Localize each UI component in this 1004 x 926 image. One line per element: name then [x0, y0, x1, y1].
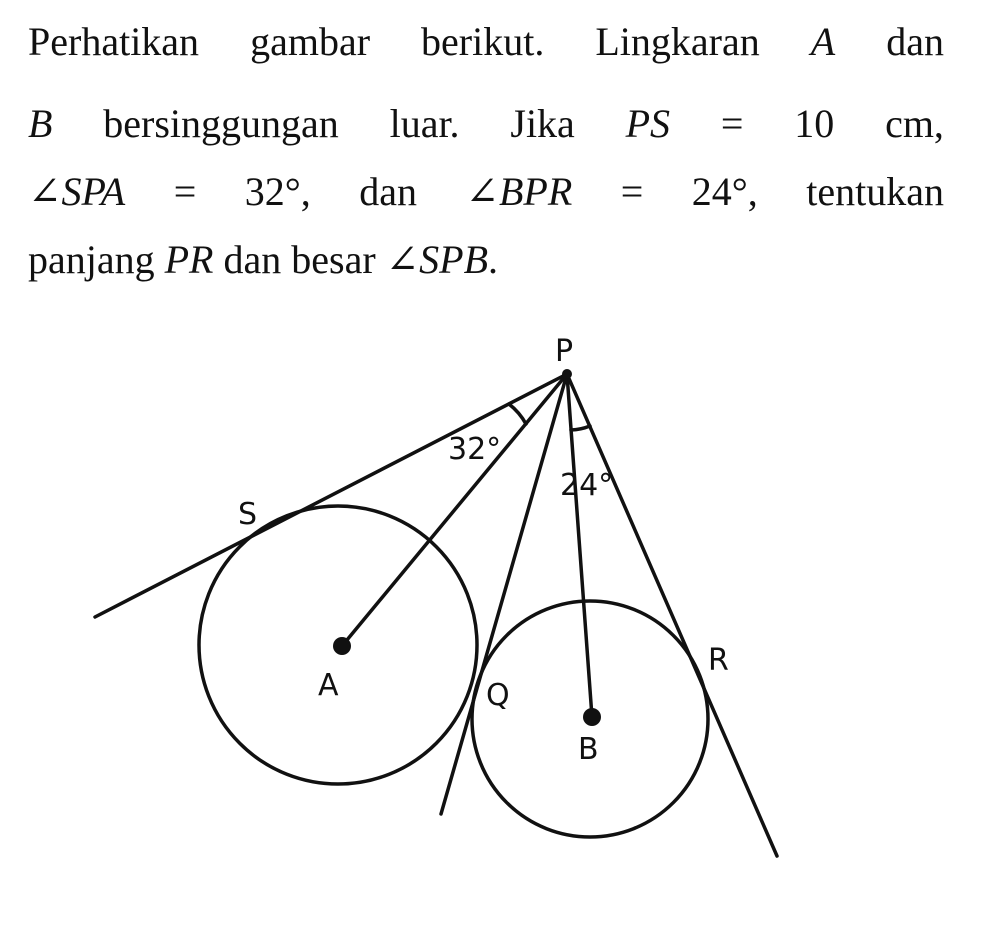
word: ∠BPR — [465, 169, 573, 214]
word: dan — [886, 19, 944, 64]
label-p: P — [555, 334, 574, 369]
label-angle-bpr: 24° — [560, 468, 614, 503]
tangent-line-ps — [95, 374, 567, 617]
word: tentukan — [806, 169, 944, 214]
label-q: Q — [486, 678, 510, 713]
word: B — [28, 101, 53, 146]
angle-arc-spa — [509, 404, 526, 424]
word: PS — [625, 101, 671, 146]
angle-arc-bpr — [571, 426, 590, 430]
word: bersinggungan — [103, 101, 339, 146]
word: 10 — [794, 101, 835, 146]
segment-pr: PR — [164, 237, 214, 282]
word: Perhatikan — [28, 19, 200, 64]
label-r: R — [708, 643, 729, 678]
word: = — [173, 169, 197, 214]
word: dan — [359, 169, 417, 214]
word: berikut. — [421, 19, 545, 64]
word: ∠SPA — [28, 169, 126, 214]
point-a — [333, 637, 351, 655]
word: 32°, — [244, 169, 311, 214]
word: Jika — [510, 101, 575, 146]
label-angle-spa: 32° — [448, 432, 502, 467]
word: cm, — [885, 101, 944, 146]
label-a: A — [318, 668, 339, 703]
text-run: dan besar — [213, 237, 386, 282]
label-s: S — [238, 497, 258, 532]
word: = — [720, 101, 744, 146]
text-run: . — [488, 237, 499, 282]
word: Lingkaran — [595, 19, 760, 64]
text-run: panjang — [28, 237, 165, 282]
word: luar. — [389, 101, 460, 146]
point-p — [562, 369, 572, 379]
word: = — [620, 169, 644, 214]
word: gambar — [250, 19, 371, 64]
angle-spb: ∠SPB — [385, 237, 489, 282]
tangent-line-pr — [567, 374, 777, 856]
point-b — [583, 708, 601, 726]
label-b: B — [578, 732, 599, 767]
word: 24°, — [691, 169, 758, 214]
word: A — [810, 19, 836, 64]
